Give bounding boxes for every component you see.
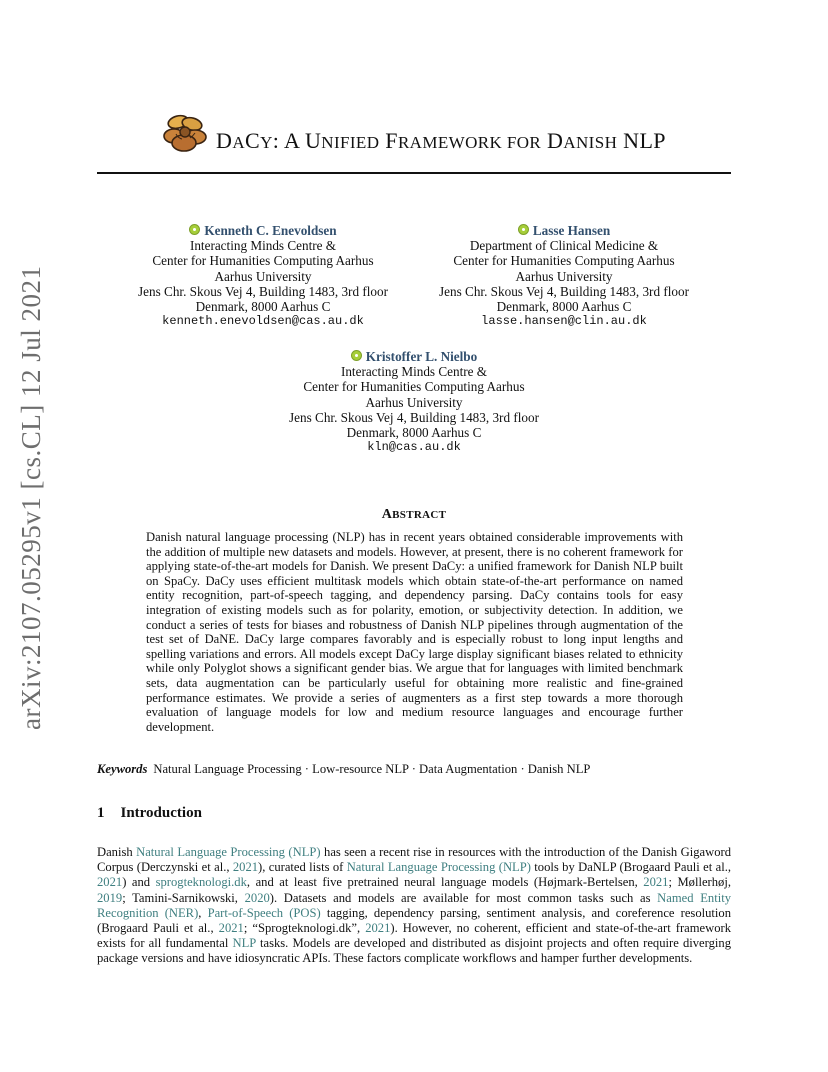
dacy-flower-logo-icon (162, 112, 208, 154)
citation-link[interactable]: 2019 (97, 890, 123, 905)
body-text: ), curated lists of (258, 860, 347, 875)
affiliation-line: Jens Chr. Skous Vej 4, Building 1483, 3rd floor (138, 283, 388, 299)
body-text: ). Datasets and models are available for most common tasks such as (269, 890, 658, 905)
body-text: has seen a recent rise in resources with the introduction of the Danish Gigaword Corpus (Derczynski et al., (97, 845, 731, 875)
author-block-hansen (414, 223, 714, 329)
abstract-body: Danish natural language processing (NLP) has in recent years obtained considerable improvements with the addition of multiple new datasets and models. However, at present, there is no coherent framework for applying state-of-the-art models for Danish. We present DaCy: a unified framework for Danish NLP built on SpaCy. DaCy uses efficient multitask models which obtain state-of-the-art performance on named entity recognition, part-of-speech tagging, and dependency parsing. DaCy contains tools for easy integration of existing models such as for polarity, emotion, or subjectivity detection. In addition, we conduct a series of tests for biases and robustness of Danish NLP pipelines through augmentation of the test set of DaNE. DaCy large compares favorably and is especially robust to long input lengths and spelling variations and errors. All models except DaCy large display significant biases related to ethnicity while only Polyglot shows a significant gender bias. We argue that for languages with limited benchmark sets, data augmentation can be particularly useful for obtaining more realistic and fine-grained performance estimates. We provide a series of augmenters as a first step towards a more thorough evaluation of language models for low and medium resource languages and encourage further development. (146, 530, 683, 734)
affiliation-line: Aarhus University (365, 394, 463, 410)
affiliation-line: Interacting Minds Centre & (340, 364, 488, 380)
body-text: , (198, 905, 208, 920)
author-block-enevoldsen (113, 223, 413, 329)
orcid-icon[interactable] (351, 350, 362, 361)
citation-link[interactable]: 2021 (97, 875, 123, 890)
citation-link[interactable]: 2021 (643, 875, 669, 890)
citation-link[interactable]: Natural Language Processing (NLP) (346, 860, 531, 875)
section-number: 1 (97, 805, 105, 821)
title-rule (97, 172, 731, 174)
body-text: tagging, dependency parsing, sentiment analysis, and coreference resolution (Brogaard Pauli et al., (97, 905, 731, 936)
affiliation-line: Jens Chr. Skous Vej 4, Building 1483, 3rd floor (289, 409, 539, 425)
introduction-paragraph (97, 845, 731, 967)
keywords-text: Natural Language Processing · Low-resource NLP · Data Augmentation · Danish NLP (153, 762, 591, 776)
affiliation-line: Aarhus University (214, 268, 312, 284)
affiliation-line: Center for Humanities Computing Aarhus (453, 253, 675, 269)
citation-link[interactable]: sprogteknologi.dk (155, 875, 247, 890)
orcid-icon[interactable] (189, 224, 200, 235)
affiliation-line: Jens Chr. Skous Vej 4, Building 1483, 3rd floor (439, 283, 689, 299)
affiliation-line: Denmark, 8000 Aarhus C (496, 299, 632, 315)
keywords-line (97, 762, 737, 777)
citation-link[interactable]: NLP (232, 936, 256, 951)
author-name: Kristoffer L. Nielbo (365, 349, 478, 364)
affiliation-line: Denmark, 8000 Aarhus C (346, 425, 482, 441)
citation-link[interactable]: 2021 (232, 860, 259, 875)
paper-title: DACY: A UNIFIED FRAMEWORK FOR DANISH NLP (216, 128, 666, 153)
section-title: Introduction (120, 805, 202, 821)
author-name: Kenneth C. Enevoldsen (204, 223, 337, 238)
affiliation-line: Aarhus University (515, 268, 613, 284)
body-text: ). However, no coherent, efficient and state-of-the-art framework exists for all fundamental (97, 921, 732, 951)
body-text: tools by DaNLP (Brogaard Pauli et al., (530, 860, 731, 875)
section-heading-introduction (97, 805, 202, 822)
body-text: ) and (122, 875, 156, 890)
affiliation-line: Department of Clinical Medicine & (469, 238, 659, 254)
body-text: ; Møllerhøj, (668, 875, 731, 890)
body-text: , and at least five pretrained neural language models (Højmark-Bertelsen, (246, 875, 644, 890)
citation-link[interactable]: Natural Language Processing (NLP) (136, 845, 321, 859)
affiliation-line: Center for Humanities Computing Aarhus (303, 379, 525, 395)
abstract-heading: ABSTRACT (381, 507, 447, 522)
body-text: ; Tamini-Sarnikowski, (122, 890, 245, 905)
title-row (0, 112, 828, 154)
author-name: Lasse Hansen (532, 223, 611, 238)
citation-link[interactable]: Part-of-Speech (POS) (207, 905, 321, 920)
keywords-label: Keywords (97, 762, 148, 776)
citation-link[interactable]: Named Entity Recognition (NER) (97, 890, 731, 920)
affiliation-line: Center for Humanities Computing Aarhus (152, 253, 374, 269)
citation-link[interactable]: 2020 (244, 890, 270, 905)
author-email[interactable]: lasse.hansen@clin.au.dk (481, 314, 647, 329)
body-text: Danish (97, 845, 137, 859)
body-text: tasks. Models are developed and distributed as disjoint projects and often require diverging package versions and have idiosyncratic APIs. These factors complicate workflows and hamper further developments. (97, 936, 731, 966)
citation-link[interactable]: 2021 (218, 921, 244, 936)
body-text: ; “Sprogteknologi.dk”, (243, 921, 366, 936)
affiliation-line: Denmark, 8000 Aarhus C (195, 299, 331, 315)
author-block-nielbo (264, 349, 564, 455)
orcid-icon[interactable] (518, 224, 529, 235)
affiliation-line: Interacting Minds Centre & (189, 238, 337, 254)
arxiv-stamp: arXiv:2107.05295v1 [cs.CL] 12 Jul 2021 (16, 265, 46, 730)
author-email[interactable]: kln@cas.au.dk (367, 440, 461, 455)
author-email[interactable]: kenneth.enevoldsen@cas.au.dk (162, 314, 364, 329)
citation-link[interactable]: 2021 (365, 921, 391, 936)
